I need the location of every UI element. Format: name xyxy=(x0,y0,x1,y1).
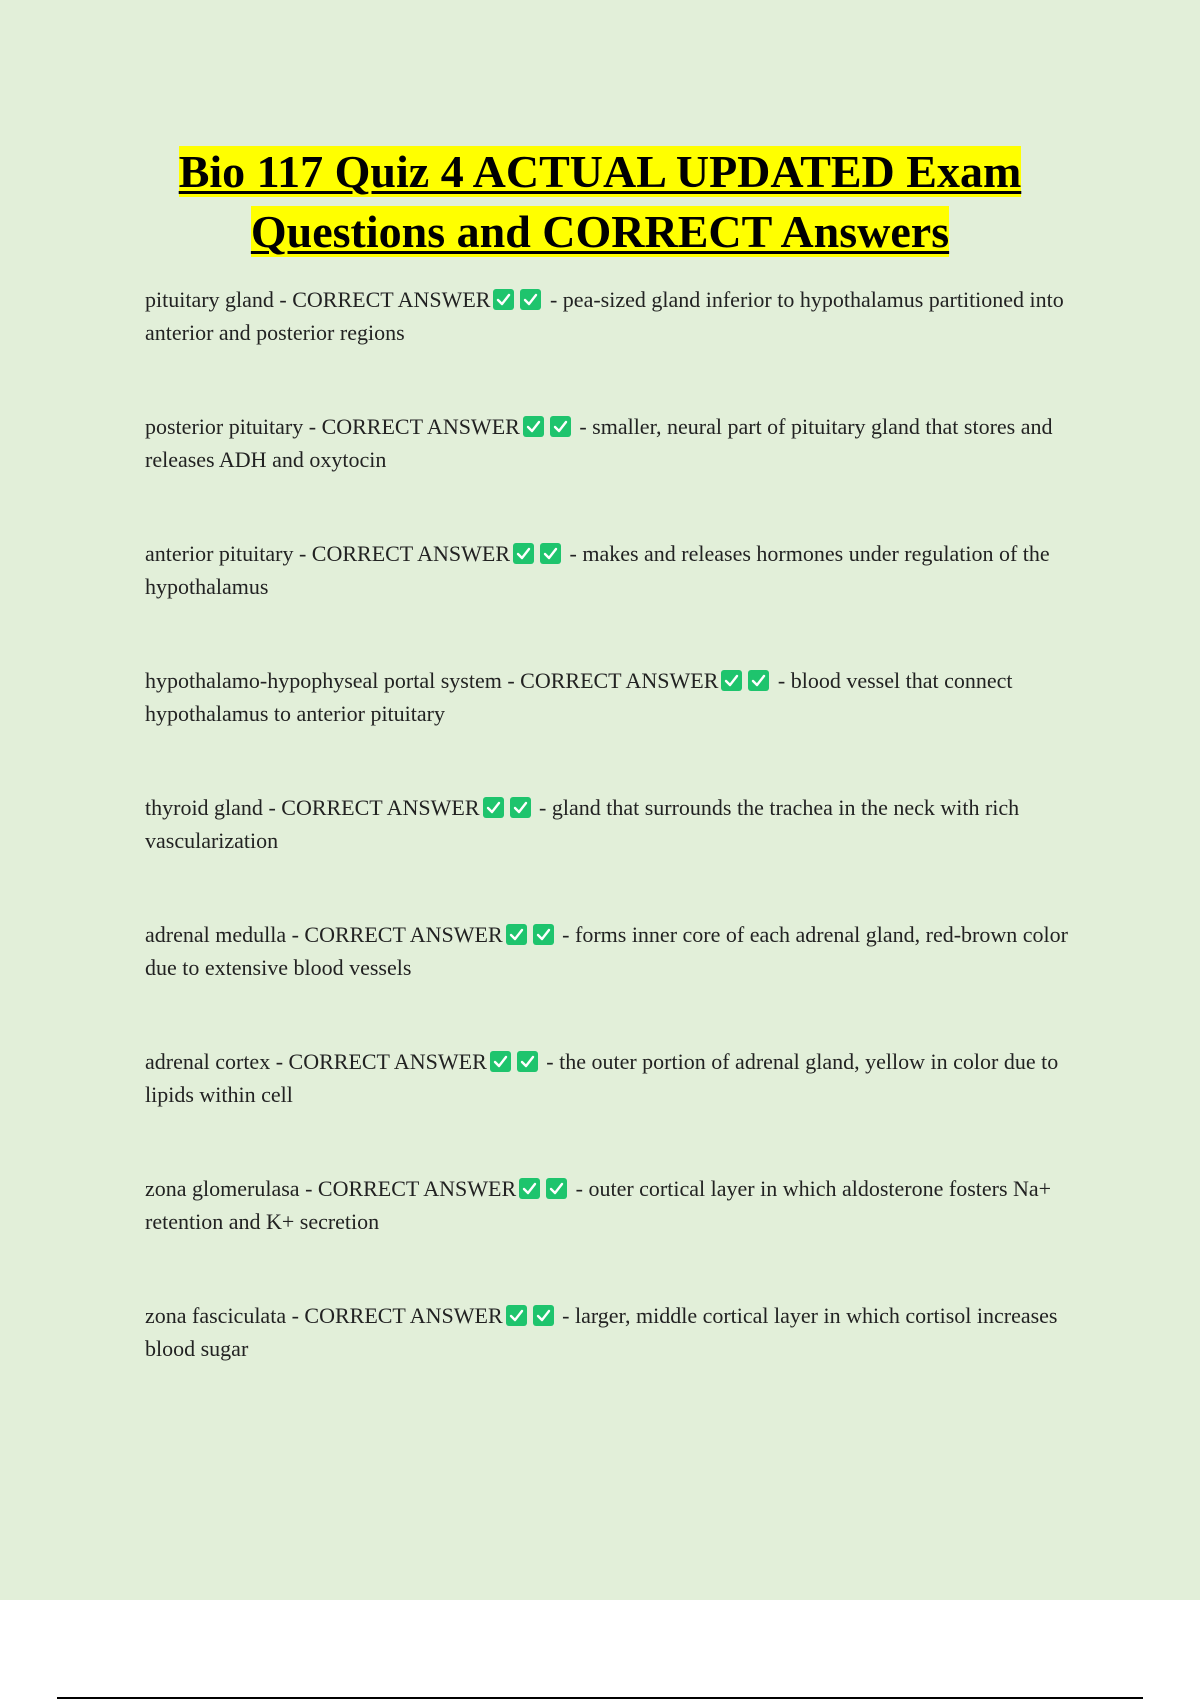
check-icon xyxy=(550,416,571,437)
qa-item xyxy=(145,918,1100,1045)
qa-term: hypothalamo-hypophyseal portal system xyxy=(145,668,502,693)
answer-marker: - CORRECT ANSWER xyxy=(275,1049,487,1074)
check-icon xyxy=(546,1178,567,1199)
answer-marker: - CORRECT ANSWER xyxy=(279,287,491,312)
answer-marker: - CORRECT ANSWER xyxy=(305,1176,517,1201)
check-icon xyxy=(520,289,541,310)
qa-term: adrenal medulla xyxy=(145,922,287,947)
check-icon xyxy=(540,543,561,564)
qa-term: adrenal cortex xyxy=(145,1049,271,1074)
qa-term: anterior pituitary xyxy=(145,541,294,566)
document-title xyxy=(60,142,1140,262)
answer-marker: - CORRECT ANSWER xyxy=(291,1303,503,1328)
check-icon xyxy=(493,289,514,310)
qa-term: posterior pituitary xyxy=(145,414,304,439)
title-line-2: Questions and CORRECT Answers xyxy=(250,206,950,257)
answer-marker: - CORRECT ANSWER xyxy=(298,541,511,566)
qa-definition: - the outer portion of adrenal gland, yellow in color due to lipids within cell xyxy=(145,1049,1059,1107)
qa-term: thyroid gland xyxy=(145,795,263,820)
qa-definition: - blood vessel that connect hypothalamus to anterior pituitary xyxy=(145,668,1013,726)
qa-item xyxy=(145,1299,1100,1426)
qa-definition: - gland that surrounds the trachea in the neck with rich vascularization xyxy=(145,795,1020,853)
answer-marker: - CORRECT ANSWER xyxy=(268,795,480,820)
check-icon xyxy=(483,797,504,818)
check-icon xyxy=(748,670,769,691)
qa-definition: - forms inner core of each adrenal gland, red-brown color due to extensive blood vessels xyxy=(145,922,1068,980)
check-icon xyxy=(533,1305,554,1326)
check-icon xyxy=(721,670,742,691)
qa-item xyxy=(145,537,1100,664)
qa-item xyxy=(145,1045,1100,1172)
qa-definition: - makes and releases hormones under regulation of the hypothalamus xyxy=(145,541,1050,599)
check-icon xyxy=(523,416,544,437)
qa-item xyxy=(145,664,1100,791)
qa-item xyxy=(145,410,1100,537)
check-icon xyxy=(490,1051,511,1072)
footer-rule xyxy=(57,1697,1143,1699)
qa-term: zona fasciculata xyxy=(145,1303,287,1328)
answer-marker: - CORRECT ANSWER xyxy=(507,668,719,693)
check-icon xyxy=(506,924,527,945)
qa-definition: - larger, middle cortical layer in which cortisol increases blood sugar xyxy=(145,1303,1058,1361)
title-line-1: Bio 117 Quiz 4 ACTUAL UPDATED Exam xyxy=(178,146,1022,197)
qa-definition: - outer cortical layer in which aldosterone fosters Na+ retention and K+ secretion xyxy=(145,1176,1052,1234)
check-icon xyxy=(513,543,534,564)
qa-definition: - pea-sized gland inferior to hypothalamus partitioned into anterior and posterior regions xyxy=(145,287,1064,345)
qa-list xyxy=(145,283,1100,1426)
qa-item xyxy=(145,1172,1100,1299)
qa-term: zona glomerulasa xyxy=(145,1176,300,1201)
qa-item xyxy=(145,283,1100,410)
check-icon xyxy=(519,1178,540,1199)
qa-term: pituitary gland xyxy=(145,287,274,312)
answer-marker: - CORRECT ANSWER xyxy=(308,414,520,439)
check-icon xyxy=(510,797,531,818)
qa-definition: - smaller, neural part of pituitary gland that stores and releases ADH and oxytocin xyxy=(145,414,1053,472)
qa-item xyxy=(145,791,1100,918)
check-icon xyxy=(533,924,554,945)
check-icon xyxy=(517,1051,538,1072)
check-icon xyxy=(506,1305,527,1326)
answer-marker: - CORRECT ANSWER xyxy=(291,922,503,947)
